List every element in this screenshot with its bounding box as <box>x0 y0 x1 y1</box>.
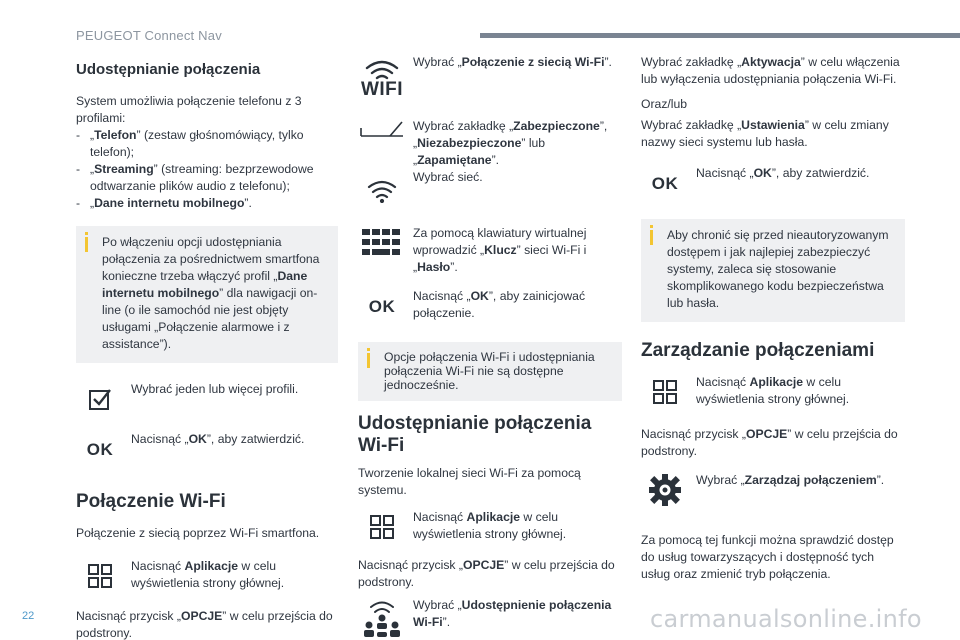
step-enter-key: Za pomocą klawiatury wirtualnej wprowadzić „Klucz” sieci Wi-Fi i „Hasło”. <box>358 225 622 276</box>
wifi-intro: Połączenie z siecią poprzez Wi-Fi smartfona. <box>76 526 320 540</box>
settings-instruction: Wybrać zakładkę „Ustawienia” w celu zmiany nazwy sieci systemu lub hasła. <box>641 118 889 149</box>
checkbox-icon <box>76 381 124 417</box>
step-confirm-ok: OK Nacisnąć „OK”, aby zatwierdzić. <box>76 431 338 469</box>
running-header: PEUGEOT Connect Nav <box>76 28 222 43</box>
ok-icon: OK <box>86 439 114 459</box>
section-title-wifi-sharing: Udostępnianie połączenia Wi-Fi <box>358 413 592 456</box>
wifi-label-icon: WIFI <box>358 54 406 104</box>
section-title-manage-connections: Zarządzanie połączeniami <box>641 340 875 361</box>
gear-icon <box>641 472 689 508</box>
wifi-sharing-users-icon <box>358 597 406 640</box>
step-confirm-ok: OK Nacisnąć „OK”, aby zatwierdzić. <box>641 165 905 203</box>
options-instruction: Nacisnąć przycisk „OPCJE” w celu przejścia do podstrony. <box>76 609 333 640</box>
step-select-wifi-connection: WIFI Wybrać „Połączenie z siecią Wi-Fi”. <box>358 54 622 104</box>
info-box-security: Aby chronić się przed nieautoryzowanym dostępem i jak najlepiej zabezpieczyć systemy, zaleca się stosowanie skomplikowanego kodu bezpieczeństwa lub hasła. <box>641 219 905 322</box>
section-title-wifi-connection: Połączenie Wi-Fi <box>76 491 226 512</box>
info-icon <box>650 230 653 245</box>
applications-grid-icon <box>76 558 124 594</box>
list-item: - „Dane internetu mobilnego”. <box>76 195 338 212</box>
list-item: - „Streaming” (streaming: bezprzewodowe odtwarzanie plików audio z telefonu); <box>76 161 338 195</box>
keyboard-icon <box>358 225 406 261</box>
step-open-applications: Nacisnąć Aplikacje w celu wyświetlenia strony głównej. <box>76 558 338 596</box>
column-1 <box>76 54 338 640</box>
info-box-exclusive: Opcje połączenia Wi-Fi i udostępniania połączenia Wi-Fi nie są dostępne jednocześnie. <box>358 342 622 401</box>
ok-icon: OK <box>651 173 679 193</box>
step-initiate-connection: OK Nacisnąć „OK”, aby zainicjować połączenie. <box>358 288 622 326</box>
options-instruction: Nacisnąć przycisk „OPCJE” w celu przejścia do podstrony. <box>641 427 898 458</box>
info-icon <box>367 353 370 368</box>
options-instruction: Nacisnąć przycisk „OPCJE” w celu przejścia do podstrony. <box>358 558 615 589</box>
profiles-intro: System umożliwia połączenie telefonu z 3 profilami: <box>76 94 302 125</box>
list-item: - „Telefon” (zestaw głośnomówiący, tylko telefon); <box>76 127 338 161</box>
column-2 <box>358 54 622 640</box>
share-intro: Tworzenie lokalnej sieci Wi-Fi za pomocą systemu. <box>358 466 581 497</box>
step-select-tab: Wybrać zakładkę „Zabezpieczone”, „Niezabezpieczone” lub „Zapamiętane”. <box>358 118 622 169</box>
header-rule <box>480 33 960 38</box>
step-select-network: Wybrać sieć. <box>358 169 622 211</box>
info-icon <box>85 237 88 252</box>
applications-grid-icon <box>358 509 406 545</box>
profile-list <box>76 127 338 212</box>
wifi-icon <box>358 173 406 209</box>
page-number: 22 <box>22 610 35 622</box>
activation-instruction: Wybrać zakładkę „Aktywacja” w celu włączenia lub wyłączenia udostępniania połączenia Wi-Fi. <box>641 55 900 86</box>
final-note: Za pomocą tej funkcji można sprawdzić dostęp do usług towarzyszących i dostępność tych usług oraz zmienić tryb połączenia. <box>641 533 894 581</box>
step-select-wifi-sharing: Wybrać „Udostępnienie połączenia Wi-Fi”. <box>358 597 622 635</box>
applications-grid-icon <box>641 374 689 410</box>
watermark: carmanualsonline.info <box>650 605 922 633</box>
step-open-applications: Nacisnąć Aplikacje w celu wyświetlenia strony głównej. <box>641 374 905 412</box>
ok-icon: OK <box>368 296 396 316</box>
step-manage-connection: Wybrać „Zarządzaj połączeniem”. <box>641 472 905 510</box>
step-select-profiles: Wybrać jeden lub więcej profili. <box>76 381 338 419</box>
step-open-applications: Nacisnąć Aplikacje w celu wyświetlenia strony głównej. <box>358 509 622 547</box>
and-or-text: Oraz/lub <box>641 97 688 111</box>
column-3 <box>641 54 905 591</box>
key-security-icon <box>358 118 406 140</box>
info-box-mobile-data: Po włączeniu opcji udostępniania połączenia za pośrednictwem smartfona konieczne trzeba włączyć profil „Dane internetu mobilnego” dla nawigacji on-line (o ile samochód nie jest objęty usługami „Połączenie alarmowe i z assistance”). <box>76 226 338 363</box>
section-title-connection-sharing: Udostępnianie połączenia <box>76 61 261 78</box>
